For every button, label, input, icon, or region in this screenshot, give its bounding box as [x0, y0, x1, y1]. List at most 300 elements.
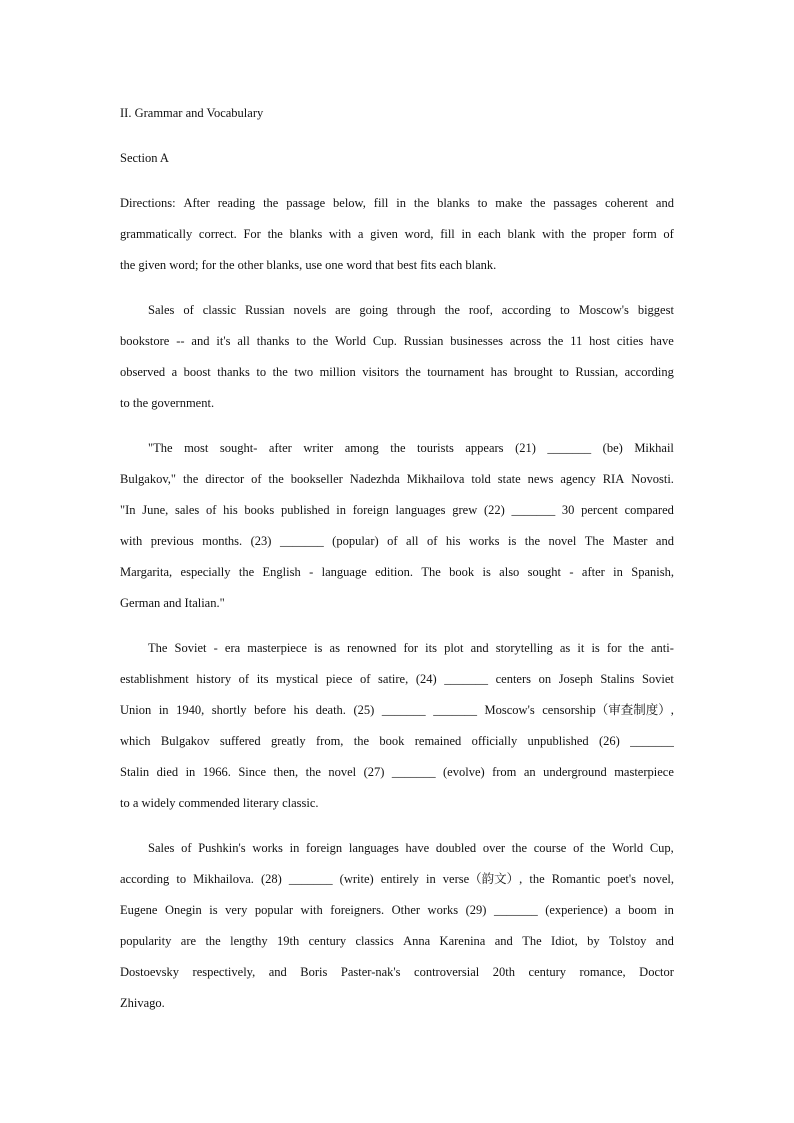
word: of — [251, 472, 262, 486]
word: told — [471, 472, 491, 486]
word: masterpiece — [614, 765, 674, 779]
word: bookseller — [290, 472, 343, 486]
word: cities — [616, 334, 644, 348]
word: host — [589, 334, 610, 348]
passage-paragraph-2 — [120, 433, 674, 619]
word: the — [413, 196, 430, 210]
word: centers — [495, 672, 531, 686]
passage-paragraph-3 — [120, 633, 674, 819]
word: anti- — [650, 641, 674, 655]
word: The — [421, 565, 441, 579]
word: Onegin — [164, 903, 202, 917]
word: underground — [543, 765, 607, 779]
word: his — [223, 503, 238, 517]
word: Tolstoy — [609, 934, 647, 948]
word: remained — [414, 734, 462, 748]
word: Directions: — [120, 196, 176, 210]
word: suffered — [219, 734, 261, 748]
word: _______ — [391, 765, 436, 779]
word: to — [296, 334, 306, 348]
word: Other — [391, 903, 421, 917]
word: from, — [316, 734, 344, 748]
word: _______ — [433, 703, 477, 717]
word: of — [427, 534, 438, 548]
word: Cup. — [372, 334, 397, 348]
word: word, — [404, 227, 434, 241]
word: and — [494, 934, 513, 948]
word: novels — [293, 303, 327, 317]
word: foreign — [352, 503, 389, 517]
word: (26) — [599, 734, 620, 748]
word: book — [449, 565, 475, 579]
word: (25) — [353, 703, 375, 717]
word: mystical — [276, 672, 319, 686]
word: Stalin — [120, 765, 150, 779]
word: make — [495, 196, 523, 210]
word: novel — [328, 765, 357, 779]
word: of — [360, 672, 371, 686]
word: director — [205, 472, 245, 486]
word: going — [359, 303, 388, 317]
word: piece — [326, 672, 353, 686]
section-subheading: Section A — [120, 151, 169, 165]
word: by — [587, 934, 600, 948]
word: to — [477, 196, 488, 210]
paragraph-line — [120, 526, 674, 557]
word: Sales — [148, 303, 175, 317]
word: the — [571, 227, 587, 241]
word: tournament — [427, 365, 485, 379]
word: in — [336, 503, 347, 517]
word: grew — [452, 503, 478, 517]
word: and — [655, 196, 674, 210]
word: - — [569, 565, 574, 579]
word: very — [225, 903, 248, 917]
word: (28) — [260, 872, 282, 886]
word: classic — [202, 303, 237, 317]
paragraph-line — [120, 757, 674, 788]
word: in — [158, 703, 169, 717]
word: entirely — [380, 872, 419, 886]
word: in — [613, 565, 623, 579]
word: of — [663, 227, 674, 241]
word: The — [148, 641, 168, 655]
word: _______ — [279, 534, 324, 548]
word: in — [426, 872, 436, 886]
word: (29) — [465, 903, 487, 917]
word: 11 — [570, 334, 583, 348]
word: each — [477, 227, 501, 241]
word: Doctor — [639, 965, 674, 979]
word: have — [405, 841, 430, 855]
word: _______ — [630, 734, 674, 748]
word: Master — [612, 534, 648, 548]
word: death. — [315, 703, 346, 717]
word: given — [370, 227, 398, 241]
word: The — [522, 934, 542, 948]
word: in — [461, 227, 472, 241]
word: in — [664, 903, 674, 917]
word: popular — [254, 903, 294, 917]
word: Anna — [403, 934, 431, 948]
word: to — [560, 303, 570, 317]
word: blank — [507, 227, 536, 241]
word: in — [289, 841, 300, 855]
word: the — [628, 641, 644, 655]
word: renowned — [347, 641, 397, 655]
word: and — [470, 641, 489, 655]
word: Moscow's — [578, 303, 629, 317]
word: his — [293, 703, 309, 717]
word: (27) — [363, 765, 385, 779]
word: (write) — [339, 872, 374, 886]
paragraph-line: Zhivago. — [120, 996, 165, 1010]
paragraph-line — [120, 464, 674, 495]
word: and — [655, 934, 674, 948]
word: and — [655, 534, 674, 548]
paragraph-line — [120, 957, 674, 988]
word: the — [530, 196, 546, 210]
word: appears — [465, 441, 504, 455]
word: Boris — [300, 965, 328, 979]
word: for — [403, 641, 419, 655]
word: in — [185, 765, 196, 779]
word: lengthy — [230, 934, 268, 948]
word: of — [238, 672, 250, 686]
word: coherent — [605, 196, 649, 210]
word: boost — [183, 365, 211, 379]
word: the — [272, 365, 288, 379]
word: Karenina — [439, 934, 486, 948]
word: century — [528, 965, 567, 979]
paragraph-line — [120, 357, 674, 388]
paragraph-line — [120, 295, 674, 326]
word: below, — [333, 196, 366, 210]
word: over — [482, 841, 506, 855]
word: 20th — [492, 965, 516, 979]
word: "The — [148, 441, 173, 455]
word: are — [335, 303, 351, 317]
word: have — [650, 334, 674, 348]
word: era — [224, 641, 241, 655]
paragraph-line — [120, 433, 674, 464]
word: with — [120, 534, 143, 548]
word: of — [183, 303, 194, 317]
word: romance, — [579, 965, 626, 979]
word: - — [213, 641, 218, 655]
word: masterpiece — [247, 641, 307, 655]
word: doubled — [435, 841, 477, 855]
word: blanks — [437, 196, 470, 210]
word: thanks — [217, 365, 250, 379]
word: works — [468, 534, 500, 548]
word: with — [300, 903, 323, 917]
word: satire, — [378, 672, 409, 686]
word: Union — [120, 703, 152, 717]
word: sought — [527, 565, 562, 579]
word: news — [527, 472, 554, 486]
word: in — [396, 196, 406, 210]
word: book — [379, 734, 405, 748]
word: from — [492, 765, 517, 779]
word: World — [335, 334, 366, 348]
word: censorship（审查制度）, — [542, 703, 674, 717]
word: businesses — [450, 334, 503, 348]
word: For — [243, 227, 261, 241]
word: months. — [202, 534, 243, 548]
paragraph-line — [120, 726, 674, 757]
word: Bulgakov — [160, 734, 210, 748]
word: among — [344, 441, 379, 455]
word: Cup, — [649, 841, 674, 855]
word: previous — [150, 534, 194, 548]
word: as — [559, 641, 571, 655]
word: Idiot, — [551, 934, 578, 948]
word: a — [171, 365, 178, 379]
word: the — [263, 196, 279, 210]
word: for — [606, 641, 622, 655]
word: boom — [628, 903, 657, 917]
word: languages — [348, 841, 399, 855]
word: which — [120, 734, 151, 748]
word: Soviet — [174, 641, 207, 655]
word: after — [268, 441, 292, 455]
word: most — [184, 441, 209, 455]
directions-line — [120, 188, 674, 219]
paragraph-line — [120, 895, 674, 926]
word: World — [612, 841, 644, 855]
word: its — [425, 641, 437, 655]
word: Nadezhda — [349, 472, 400, 486]
word: according — [624, 365, 674, 379]
word: Sales — [148, 841, 175, 855]
word: June, — [142, 503, 169, 517]
word: _______ — [547, 441, 592, 455]
word: The — [584, 534, 605, 548]
word: sales — [174, 503, 200, 517]
paragraph-line: to a widely commended literary classic. — [120, 796, 319, 810]
word: the — [548, 334, 564, 348]
word: the — [390, 441, 406, 455]
word: Russian, — [575, 365, 619, 379]
word: (22) — [483, 503, 505, 517]
word: the — [238, 565, 255, 579]
word: RIA — [602, 472, 625, 486]
paragraph-line — [120, 833, 674, 864]
word: storytelling — [495, 641, 553, 655]
paragraph-line — [120, 926, 674, 957]
word: history — [196, 672, 232, 686]
document-content — [120, 98, 674, 1019]
word: (23) — [250, 534, 272, 548]
word: English — [262, 565, 301, 579]
word: the — [590, 841, 606, 855]
word: Russian — [245, 303, 285, 317]
word: according — [501, 303, 552, 317]
word: - — [309, 565, 314, 579]
word: Eugene — [120, 903, 158, 917]
word: the — [353, 734, 370, 748]
word: Bulgakov," — [120, 472, 177, 486]
word: (21) — [515, 441, 536, 455]
paragraph-line — [120, 326, 674, 357]
word: poet's — [607, 872, 637, 886]
word: of — [387, 534, 398, 548]
word: with — [542, 227, 565, 241]
word: fill — [440, 227, 455, 241]
word: course — [533, 841, 567, 855]
word: After — [183, 196, 210, 210]
word: Moscow's — [484, 703, 535, 717]
word: 1940, — [176, 703, 205, 717]
word: the — [268, 472, 284, 486]
word: then, — [273, 765, 299, 779]
paragraph-line — [120, 557, 674, 588]
word: plot — [444, 641, 464, 655]
word: and — [268, 965, 287, 979]
paragraph-line — [120, 495, 674, 526]
word: Spanish, — [631, 565, 674, 579]
word: edition. — [375, 565, 413, 579]
word: controversial — [414, 965, 480, 979]
word: as — [329, 641, 340, 655]
word: brought — [513, 365, 553, 379]
word: with — [328, 227, 352, 241]
word: the — [183, 472, 199, 486]
word: the — [529, 872, 545, 886]
word: _______ — [381, 703, 426, 717]
word: Romantic — [551, 872, 601, 886]
word: Mikhail — [634, 441, 674, 455]
word: is — [209, 903, 218, 917]
word: two — [294, 365, 314, 379]
word: it's — [216, 334, 231, 348]
word: the — [405, 365, 421, 379]
word: century — [308, 934, 347, 948]
word: passages — [553, 196, 598, 210]
word: it — [577, 641, 585, 655]
word: passage — [286, 196, 326, 210]
word: classics — [355, 934, 394, 948]
word: is — [591, 641, 600, 655]
word: Since — [238, 765, 267, 779]
word: popularity — [120, 934, 172, 948]
word: blanks — [289, 227, 323, 241]
word: his — [445, 534, 461, 548]
word: works — [427, 903, 459, 917]
word: and — [191, 334, 210, 348]
word: writer — [303, 441, 334, 455]
word: tourists — [417, 441, 454, 455]
word: Paster-nak's — [340, 965, 401, 979]
word: to — [176, 872, 187, 886]
word: the — [205, 934, 221, 948]
word: a — [615, 903, 621, 917]
word: _______ — [444, 672, 488, 686]
word: reading — [217, 196, 256, 210]
word: shortly — [211, 703, 247, 717]
word: foreigners. — [330, 903, 385, 917]
word: grammatically — [120, 227, 193, 241]
word: _______ — [493, 903, 538, 917]
word: Stalins — [600, 672, 635, 686]
word: agency — [560, 472, 596, 486]
paragraph-line — [120, 864, 674, 895]
word: Pushkin's — [198, 841, 246, 855]
word: the — [305, 765, 321, 779]
word: novel, — [643, 872, 674, 886]
word: form — [632, 227, 657, 241]
word: all — [406, 534, 419, 548]
word: is — [482, 565, 491, 579]
word: "In — [120, 503, 136, 517]
word: before — [254, 703, 287, 717]
word: biggest — [637, 303, 674, 317]
word: a — [357, 227, 364, 241]
word: to — [256, 365, 267, 379]
word: greatly — [270, 734, 306, 748]
word: according — [120, 872, 170, 886]
directions-line — [120, 219, 674, 250]
paragraph-line — [120, 664, 674, 695]
word: Soviet — [641, 672, 674, 686]
word: across — [509, 334, 542, 348]
word: (experience) — [545, 903, 608, 917]
word: bookstore — [120, 334, 170, 348]
word: to — [559, 365, 569, 379]
word: the — [312, 334, 329, 348]
word: respectively, — [192, 965, 256, 979]
word: especially — [180, 565, 231, 579]
word: Dostoevsky — [120, 965, 180, 979]
word: of — [205, 503, 217, 517]
word: (be) — [602, 441, 623, 455]
word: (24) — [415, 672, 437, 686]
word: correct. — [198, 227, 237, 241]
word: its — [256, 672, 269, 686]
word: language — [321, 565, 367, 579]
word: visitors — [362, 365, 399, 379]
word: of — [181, 841, 192, 855]
word: also — [499, 565, 520, 579]
word: fill — [373, 196, 389, 210]
word: Mikhailova. — [193, 872, 254, 886]
section-heading: II. Grammar and Vocabulary — [120, 106, 264, 120]
word: is — [507, 534, 517, 548]
word: published — [280, 503, 330, 517]
word: the — [524, 534, 541, 548]
passage-paragraph-1 — [120, 295, 674, 419]
word: (popular) — [332, 534, 379, 548]
word: all — [237, 334, 250, 348]
word: on — [538, 672, 552, 686]
word: verse（韵文）, — [442, 872, 523, 886]
word: foreign — [306, 841, 343, 855]
word: officially — [471, 734, 518, 748]
word: _______ — [288, 872, 333, 886]
word: has — [490, 365, 508, 379]
word: -- — [176, 334, 185, 348]
word: books — [244, 503, 275, 517]
paragraph-line: German and Italian." — [120, 596, 225, 610]
word: 30 — [561, 503, 575, 517]
word: unpublished — [527, 734, 589, 748]
word: works — [252, 841, 283, 855]
word: are — [180, 934, 197, 948]
paragraph-line — [120, 633, 674, 664]
word: the — [511, 841, 528, 855]
word: million — [319, 365, 356, 379]
